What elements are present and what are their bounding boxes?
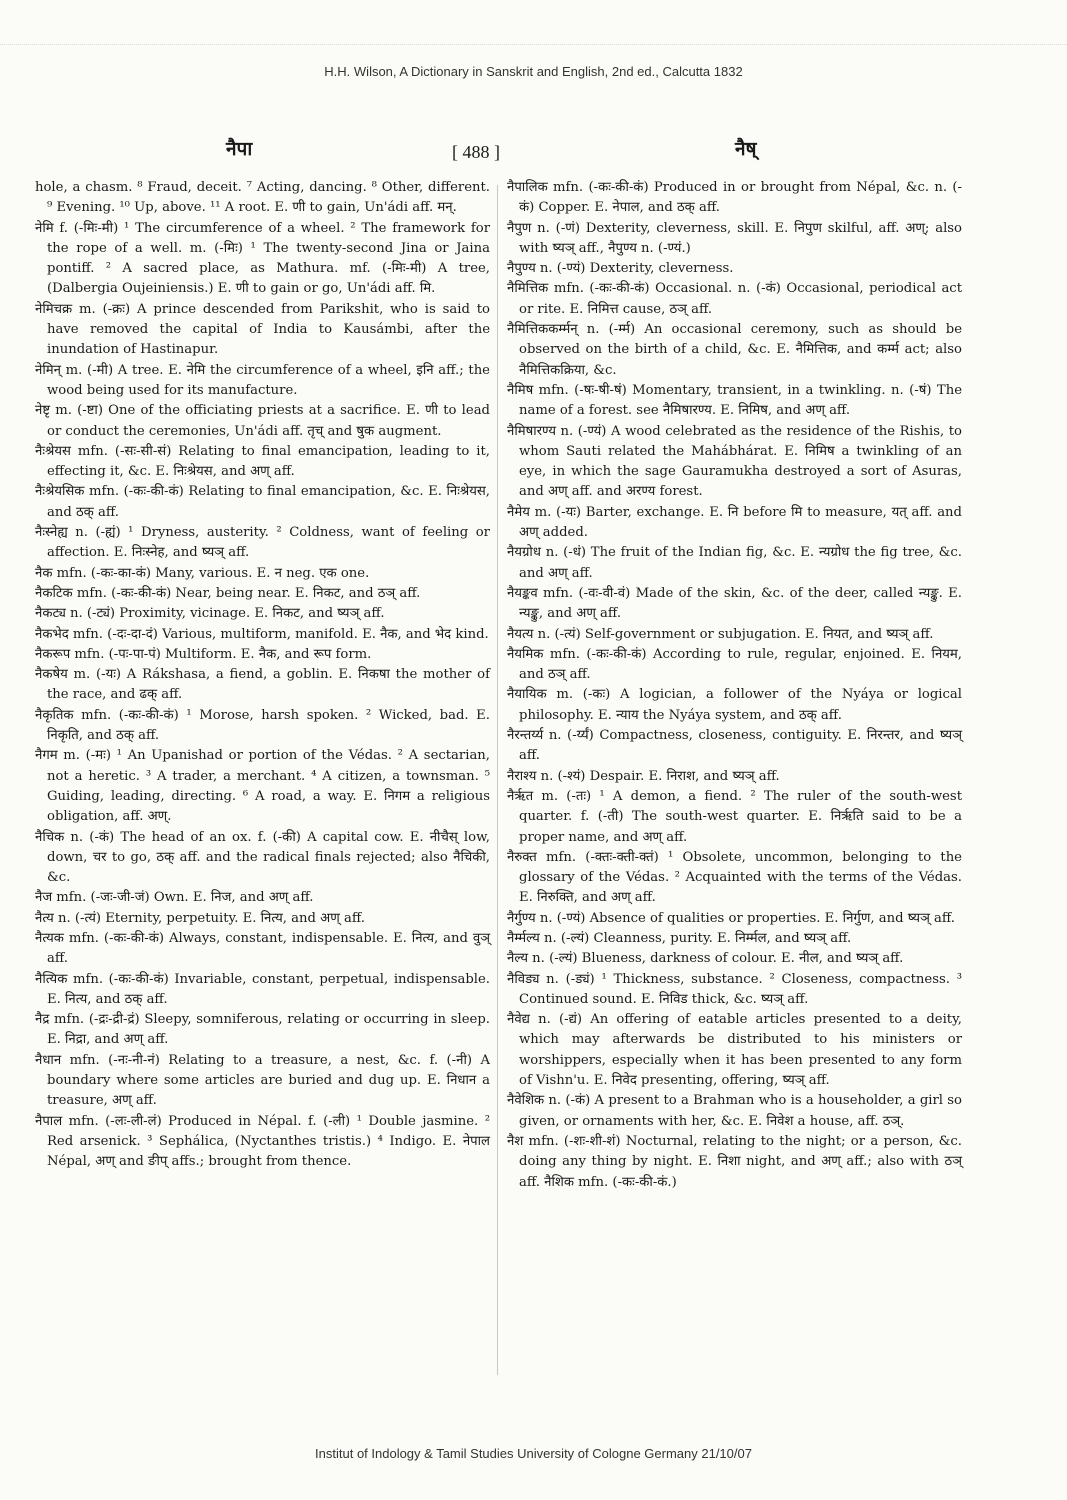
dictionary-entry: नैचिक n. (-कं) The head of an ox. f. (-की) A capital cow. E. नीचैस् low, down, चर to go, ठक् aff. and the radical finals rejected; also नैचिकी, &c. [35, 829, 490, 886]
dictionary-entry: नैपाल mfn. (-लः-ली-लं) Produced in Népal. f. (-ली) ¹ Double jasmine. ² Red arsenick. ³ Sephálica, (Nyctanthes tristis.) ⁴ Indigo. E. नेपाल Népal, अण् and ङीप् affs.; brought from thence. [35, 1113, 490, 1170]
dictionary-entry: नैयमिक mfn. (-कः-की-कं) According to rule, regular, enjoined. E. नियम, and ठञ् aff. [507, 646, 962, 683]
dictionary-entry: नैमेय m. (-यः) Barter, exchange. E. नि before मि to measure, यत् aff. and अण् added. [507, 504, 962, 541]
dictionary-entry: नैमिष mfn. (-षः-षी-षं) Momentary, transient, in a twinkling. n. (-षं) The name of a forest. see नैमिषारण्य. E. निमिष, and अण् aff. [507, 382, 962, 419]
dictionary-entry: नैमित्तिककर्म्मन् n. (-र्म्म) An occasional ceremony, such as should be observed on the birth of a child, &c. E. नैमित्तिक, and कर्म्म act; also नैमित्तिकक्रिया, &c. [507, 322, 962, 378]
dictionary-entry: नैयग्रोध n. (-धं) The fruit of the Indian fig, &c. E. न्यग्रोध the fig tree, &c. and अण् aff. [507, 545, 962, 581]
dictionary-entry: नैज mfn. (-जः-जी-जं) Own. E. निज, and अण् aff. [35, 890, 314, 906]
dictionary-entry: नैमित्तिक mfn. (-कः-की-कं) Occasional. n. (-कं) Occasional, periodical act or rite. E. निमित्त cause, ठञ् aff. [507, 281, 962, 317]
left-column [35, 178, 490, 1173]
dictionary-entry: नैयत्य n. (-त्यं) Self-government or subjugation. E. नियत, and ष्यञ् aff. [507, 626, 934, 642]
dictionary-entry: नैर्गुण्य n. (-ण्यं) Absence of qualities or properties. E. निर्गुण, and ष्यञ् aff. [507, 910, 955, 926]
dictionary-entry: नेष्टृ m. (-ष्टा) One of the officiating priests at a sacrifice. E. णी to lead or conduct the ceremonies, Un'ádi aff. तृच् and षुक augment. [35, 403, 490, 439]
dictionary-entry: नैःश्रेयस mfn. (-सः-सी-सं) Relating to final emancipation, leading to it, effecting it, &c. E. निःश्रेयस, and अण् aff. [35, 443, 490, 480]
dictionary-entry: नैरन्तर्य्य n. (-र्य्यं) Compactness, closeness, contiguity. E. निरन्तर, and ष्यञ् aff. [507, 728, 962, 764]
dictionary-entry: नैत्यिक mfn. (-कः-की-कं) Invariable, constant, perpetual, indispensable. E. नित्य, and ठक् aff. [35, 971, 490, 1007]
right-column [507, 178, 962, 1193]
dictionary-entry: नैयङ्कव mfn. (-वः-वी-वं) Made of the skin, &c. of the deer, called न्यङ्कु. E. न्यङ्कु, and अण् aff. [507, 585, 962, 622]
dictionary-entry: नैर्ऋत m. (-तः) ¹ A demon, a fiend. ² The ruler of the south-west quarter. f. (-ती) The south-west quarter. E. निर्ऋति said to be a proper name, and अण् aff. [507, 788, 962, 845]
dictionary-entry: नैर्म्मल्य n. (-ल्यं) Cleanness, purity. E. निर्म्मल, and ष्यञ् aff. [507, 930, 852, 946]
dictionary-entry: नैकृतिक mfn. (-कः-की-कं) ¹ Morose, harsh spoken. ² Wicked, bad. E. निकृति, and ठक् aff. [35, 707, 490, 744]
dictionary-entry: नैत्यक mfn. (-कः-की-कं) Always, constant, indispensable. E. नित्य, and वुञ् aff. [35, 930, 490, 967]
dictionary-entry: नैधान mfn. (-नः-नी-नं) Relating to a treasure, a nest, &c. f. (-नी) A boundary where some articles are buried and dug up. E. निधान a treasure, अण् aff. [35, 1052, 490, 1109]
dictionary-entry: नैकभेद mfn. (-दः-दा-दं) Various, multiform, manifold. E. नैक, and भेद kind. [35, 626, 489, 642]
dictionary-entry: नैयायिक m. (-कः) A logician, a follower of the Nyáya or logical philosophy. E. न्याय the Nyáya system, and ठक् aff. [507, 687, 962, 723]
dictionary-entry: नैःश्रेयसिक mfn. (-कः-की-कं) Relating to final emancipation, &c. E. निःश्रेयस, and ठक् aff. [35, 484, 490, 520]
dictionary-entry: नैगम m. (-मः) ¹ An Upanishad or portion of the Védas. ² A sectarian, not a heretic. ³ A trader, a merchant. ⁴ A citizen, a townsman. ⁵ Guiding, leading, directing. ⁶ A road, a way. E. निगम a religious obligation, aff. अण्. [35, 748, 490, 825]
page-number: [ 488 ] [452, 142, 500, 162]
column-divider [497, 185, 498, 1375]
dictionary-entry: hole, a chasm. ⁸ Fraud, deceit. ⁷ Acting, dancing. ⁸ Other, different. ⁹ Evening. ¹⁰ Up, above. ¹¹ A root. E. णी to gain, Un'ádi aff. मन्. [35, 180, 490, 216]
dictionary-entry: नैपालिक mfn. (-कः-की-कं) Produced in or brought from Népal, &c. n. (-कं) Copper. E. नेपाल, and ठक् aff. [507, 180, 962, 216]
dictionary-entry: नैमिषारण्य n. (-ण्यं) A wood celebrated as the residence of the Rishis, to whom Sauti related the Mahábhárat. E. निमिष a twinkling of an eye, in which the sage Gauramukha destroyed a sort of Asuras, and अण् aff. and अरण्य forest. [507, 423, 962, 500]
dictionary-entry: नेमिन् m. (-मी) A tree. E. नेमि the circumference of a wheel, इनि aff.; the wood being used for its manufacture. [35, 362, 490, 398]
dictionary-entry: नैरुक्त mfn. (-क्तः-क्ती-क्तं) ¹ Obsolete, uncommon, belonging to the glossary of the Védas. ² Acquainted with the terms of the Védas. E. निरुक्ति, and अण् aff. [507, 849, 962, 906]
dictionary-entry: नैकट्य n. (-ट्यं) Proximity, vicinage. E. निकट, and ष्यञ् aff. [35, 606, 385, 622]
dictionary-entry: नेमि f. (-मिः-मी) ¹ The circumference of a wheel. ² The framework for the rope of a well. m. (-मिः) ¹ The twenty-second Jina or Jaina pontiff. ² A sacred place, as Mathura. mf. (-मिः-मी) A tree, (Dalbergia Oujeiniensis.) E. णी to gain or go, Un'ádi aff. मि. [35, 220, 490, 297]
dictionary-entry: नैश mfn. (-शः-शी-शं) Nocturnal, relating to the night; or a person, &c. doing any thing by night. E. निशा night, and अण् aff.; also with ठञ् aff. नैशिक mfn. (-कः-की-कं.) [507, 1133, 962, 1190]
left-headword: नैपा [226, 138, 253, 160]
dictionary-entry: नैराश्य n. (-श्यं) Despair. E. निराश, and ष्यञ् aff. [507, 768, 780, 784]
scan-noise [0, 44, 1067, 53]
dictionary-entry: नैकटिक mfn. (-कः-की-कं) Near, being near. E. निकट, and ठञ् aff. [35, 585, 421, 601]
dictionary-entry: नैविड्य n. (-ड्यं) ¹ Thickness, substance. ² Closeness, compactness. ³ Continued sound. E. निविड thick, &c. ष्यञ् aff. [507, 971, 962, 1007]
dictionary-entry: नैल्य n. (-ल्यं) Blueness, darkness of colour. E. नील, and ष्यञ् aff. [507, 951, 904, 967]
dictionary-entry: नैपुण्य n. (-ण्यं) Dexterity, cleverness. [507, 261, 734, 277]
source-citation: H.H. Wilson, A Dictionary in Sanskrit and English, 2nd ed., Calcutta 1832 [324, 64, 743, 79]
dictionary-entry: नैद्र mfn. (-द्रः-द्री-द्रं) Sleepy, somniferous, relating or occurring in sleep. E. निद्रा, and अण् aff. [35, 1012, 490, 1048]
right-headword: नैष् [735, 138, 757, 160]
dictionary-entry: नैक mfn. (-कः-का-कं) Many, various. E. न neg. एक one. [35, 565, 370, 581]
dictionary-entry: नैकषेय m. (-यः) A Rákshasa, a fiend, a goblin. E. निकषा the mother of the race, and ढक् aff. [35, 667, 490, 703]
footer-credit: Institut of Indology & Tamil Studies University of Cologne Germany 21/10/07 [315, 1446, 752, 1461]
dictionary-entry: नेमिचक्र m. (-क्रः) A prince descended from Parikshit, who is said to have removed the capital of India to Kausámbi, after the inundation of Hastinapur. [35, 301, 490, 358]
dictionary-entry: नैकरूप mfn. (-पः-पा-पं) Multiform. E. नैक, and रूप form. [35, 646, 372, 662]
dictionary-entry: नैपुण n. (-णं) Dexterity, cleverness, skill. E. निपुण skilful, aff. अण्; also with ष्यञ् aff., नैपुण्य n. (-ण्यं.) [507, 220, 962, 256]
dictionary-entry: नैःस्नेह्य n. (-ह्यं) ¹ Dryness, austerity. ² Coldness, want of feeling or affection. E. निःस्नेह, and ष्यञ् aff. [35, 525, 490, 561]
dictionary-entry: नैवेशिक n. (-कं) A present to a Brahman who is a householder, a girl so given, or ornaments with her, &c. E. निवेश a house, aff. ठञ्. [507, 1093, 962, 1129]
dictionary-entry: नैत्य n. (-त्यं) Eternity, perpetuity. E. नित्य, and अण् aff. [35, 910, 365, 926]
dictionary-entry: नैवेद्य n. (-द्यं) An offering of eatable articles presented to a deity, which may afterwards be distributed to his ministers or worshippers, especially when it has been presented to any form of Vishn'u. E. निवेद presenting, offering, ष्यञ् aff. [507, 1012, 962, 1089]
